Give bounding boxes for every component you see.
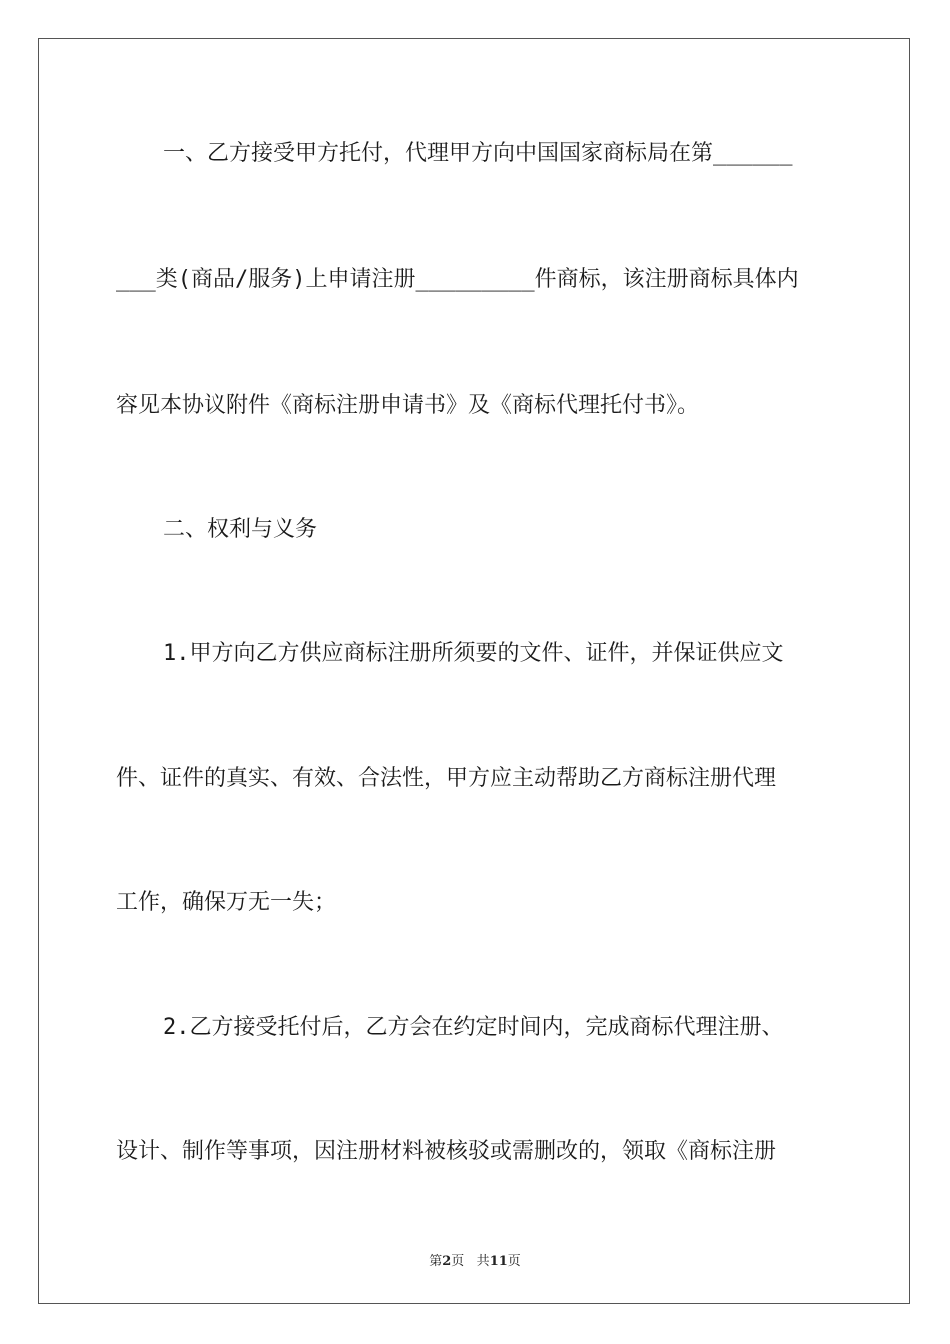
footer-total-suffix: 页 bbox=[507, 1254, 521, 1269]
paragraph-line-6: 工作，确保万无一失； bbox=[116, 890, 337, 915]
paragraph-line-3: 容见本协议附件《商标注册申请书》及《商标代理托付书》。 bbox=[116, 393, 700, 418]
footer-page-prefix: 第 bbox=[429, 1254, 443, 1269]
section-heading-rights-obligations: 二、权利与义务 bbox=[163, 517, 318, 542]
footer-total-prefix: 共 bbox=[476, 1254, 490, 1269]
footer-total-pages: 11 bbox=[489, 1254, 508, 1269]
paragraph-line-2: ___类(商品/服务)上申请注册_________件商标，该注册商标具体内 bbox=[116, 267, 799, 292]
paragraph-line-1: 一、乙方接受甲方托付，代理甲方向中国国家商标局在第______ bbox=[163, 141, 793, 166]
paragraph-line-4: 1.甲方向乙方供应商标注册所须要的文件、证件，并保证供应文 bbox=[163, 641, 784, 666]
paragraph-line-8: 设计、制作等事项，因注册材料被核驳或需删改的，领取《商标注册 bbox=[116, 1139, 777, 1164]
paragraph-line-5: 件、证件的真实、有效、合法性，甲方应主动帮助乙方商标注册代理 bbox=[116, 766, 777, 791]
footer-page-suffix: 页 bbox=[451, 1254, 465, 1269]
paragraph-line-7: 2.乙方接受托付后，乙方会在约定时间内，完成商标代理注册、 bbox=[163, 1015, 784, 1040]
page-border bbox=[38, 38, 910, 1304]
footer-page-number: 2 bbox=[442, 1254, 452, 1269]
page-footer bbox=[0, 1250, 950, 1269]
